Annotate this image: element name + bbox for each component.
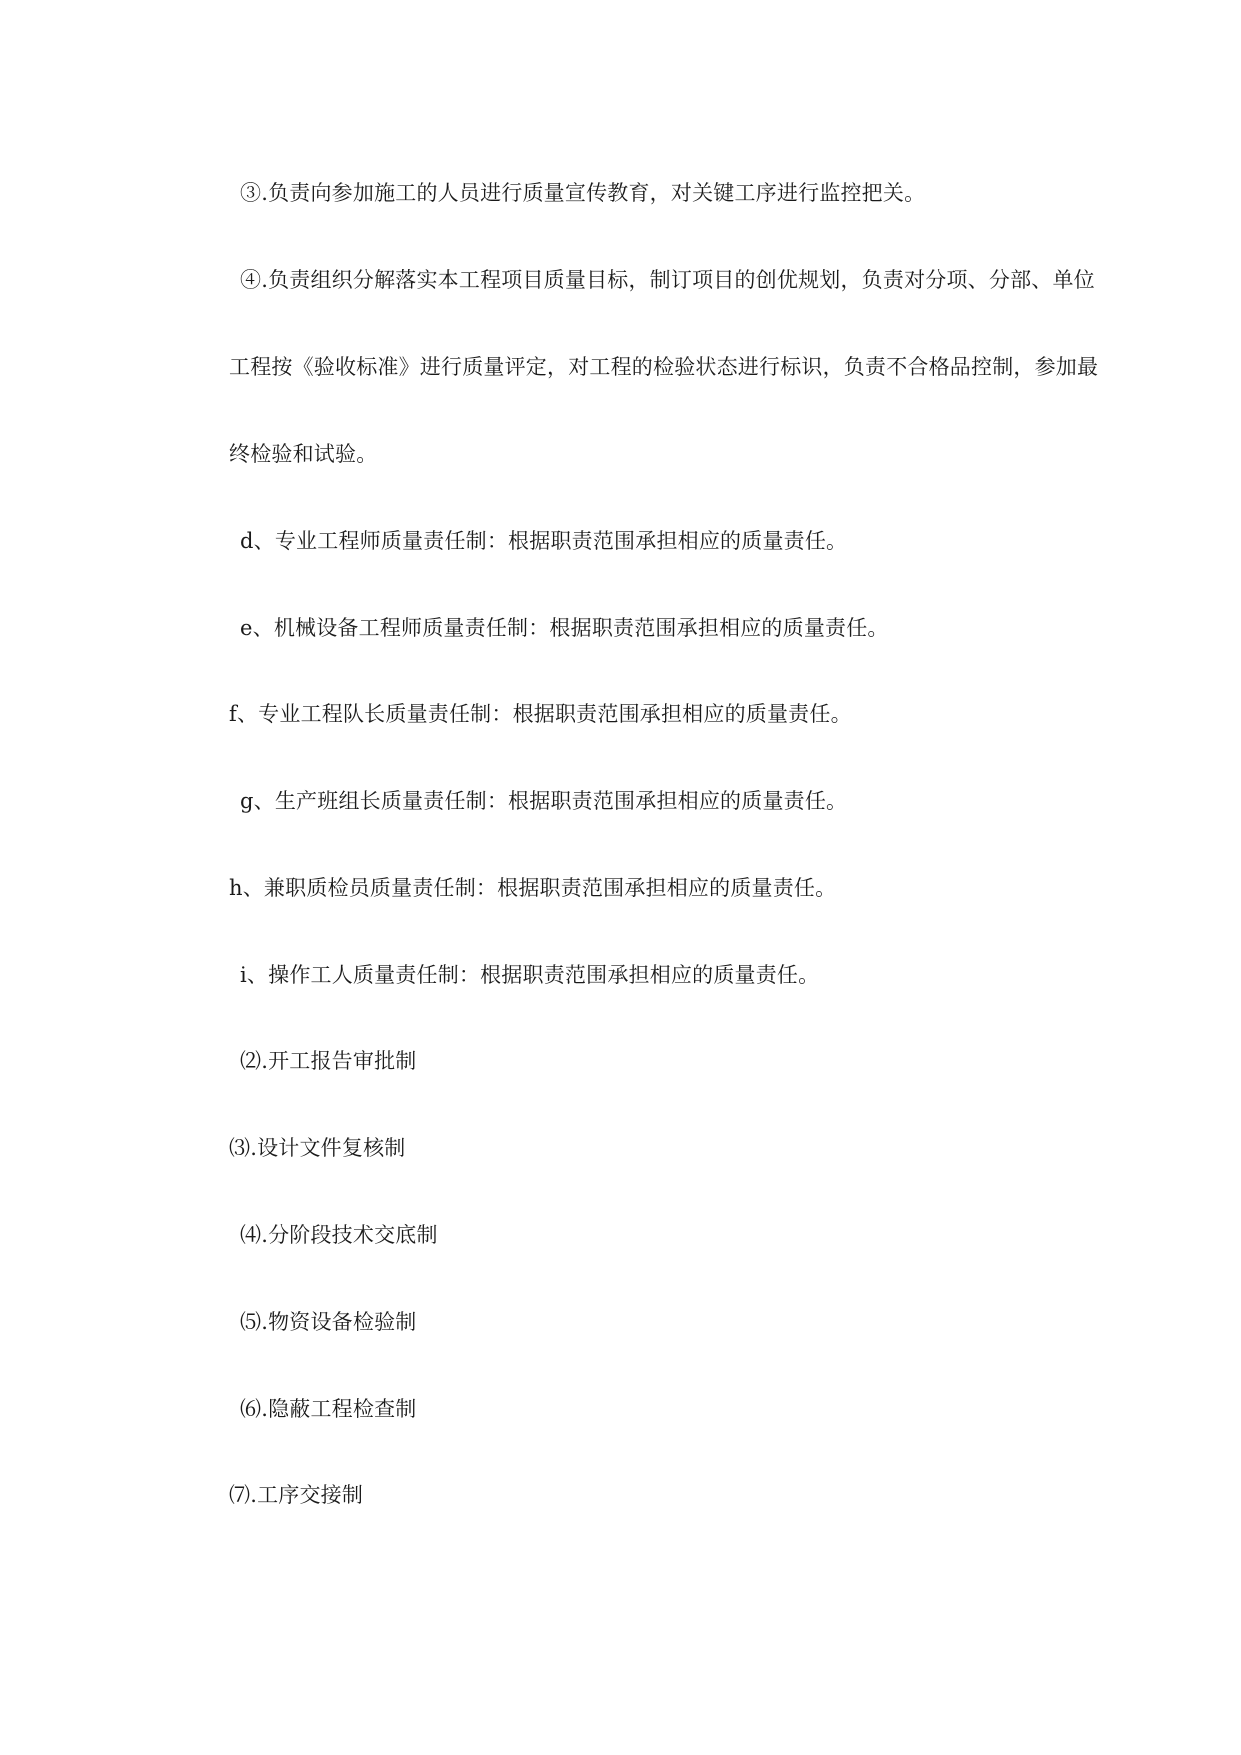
paragraph-line: ③.负责向参加施工的人员进行质量宣传教育，对关键工序进行监控把关。 [240,181,926,205]
paragraph-line: i、操作工人质量责任制：根据职责范围承担相应的质量责任。 [240,963,820,987]
paragraph-line: ⑸.物资设备检验制 [240,1310,417,1334]
paragraph-line: h、兼职质检员质量责任制：根据职责范围承担相应的质量责任。 [229,876,837,900]
paragraph-line: ⑺.工序交接制 [229,1483,364,1507]
paragraph-line: 工程按《验收标准》进行质量评定，对工程的检验状态进行标识，负责不合格品控制，参加最 [229,355,1099,379]
paragraph-line: ⑷.分阶段技术交底制 [240,1223,438,1247]
paragraph-line: ⑵.开工报告审批制 [240,1049,417,1073]
paragraph-line: ④.负责组织分解落实本工程项目质量目标，制订项目的创优规划，负责对分项、分部、单位 [240,268,1095,292]
paragraph-line: ⑶.设计文件复核制 [229,1136,406,1160]
paragraph-line: f、专业工程队长质量责任制：根据职责范围承担相应的质量责任。 [229,702,852,726]
paragraph-line: 终检验和试验。 [229,442,378,466]
paragraph-line: ⑹.隐蔽工程检查制 [240,1397,417,1421]
paragraph-line: d、专业工程师质量责任制：根据职责范围承担相应的质量责任。 [240,529,848,553]
paragraph-line: e、机械设备工程师质量责任制：根据职责范围承担相应的质量责任。 [240,616,889,640]
paragraph-line: g、生产班组长质量责任制：根据职责范围承担相应的质量责任。 [240,789,848,813]
